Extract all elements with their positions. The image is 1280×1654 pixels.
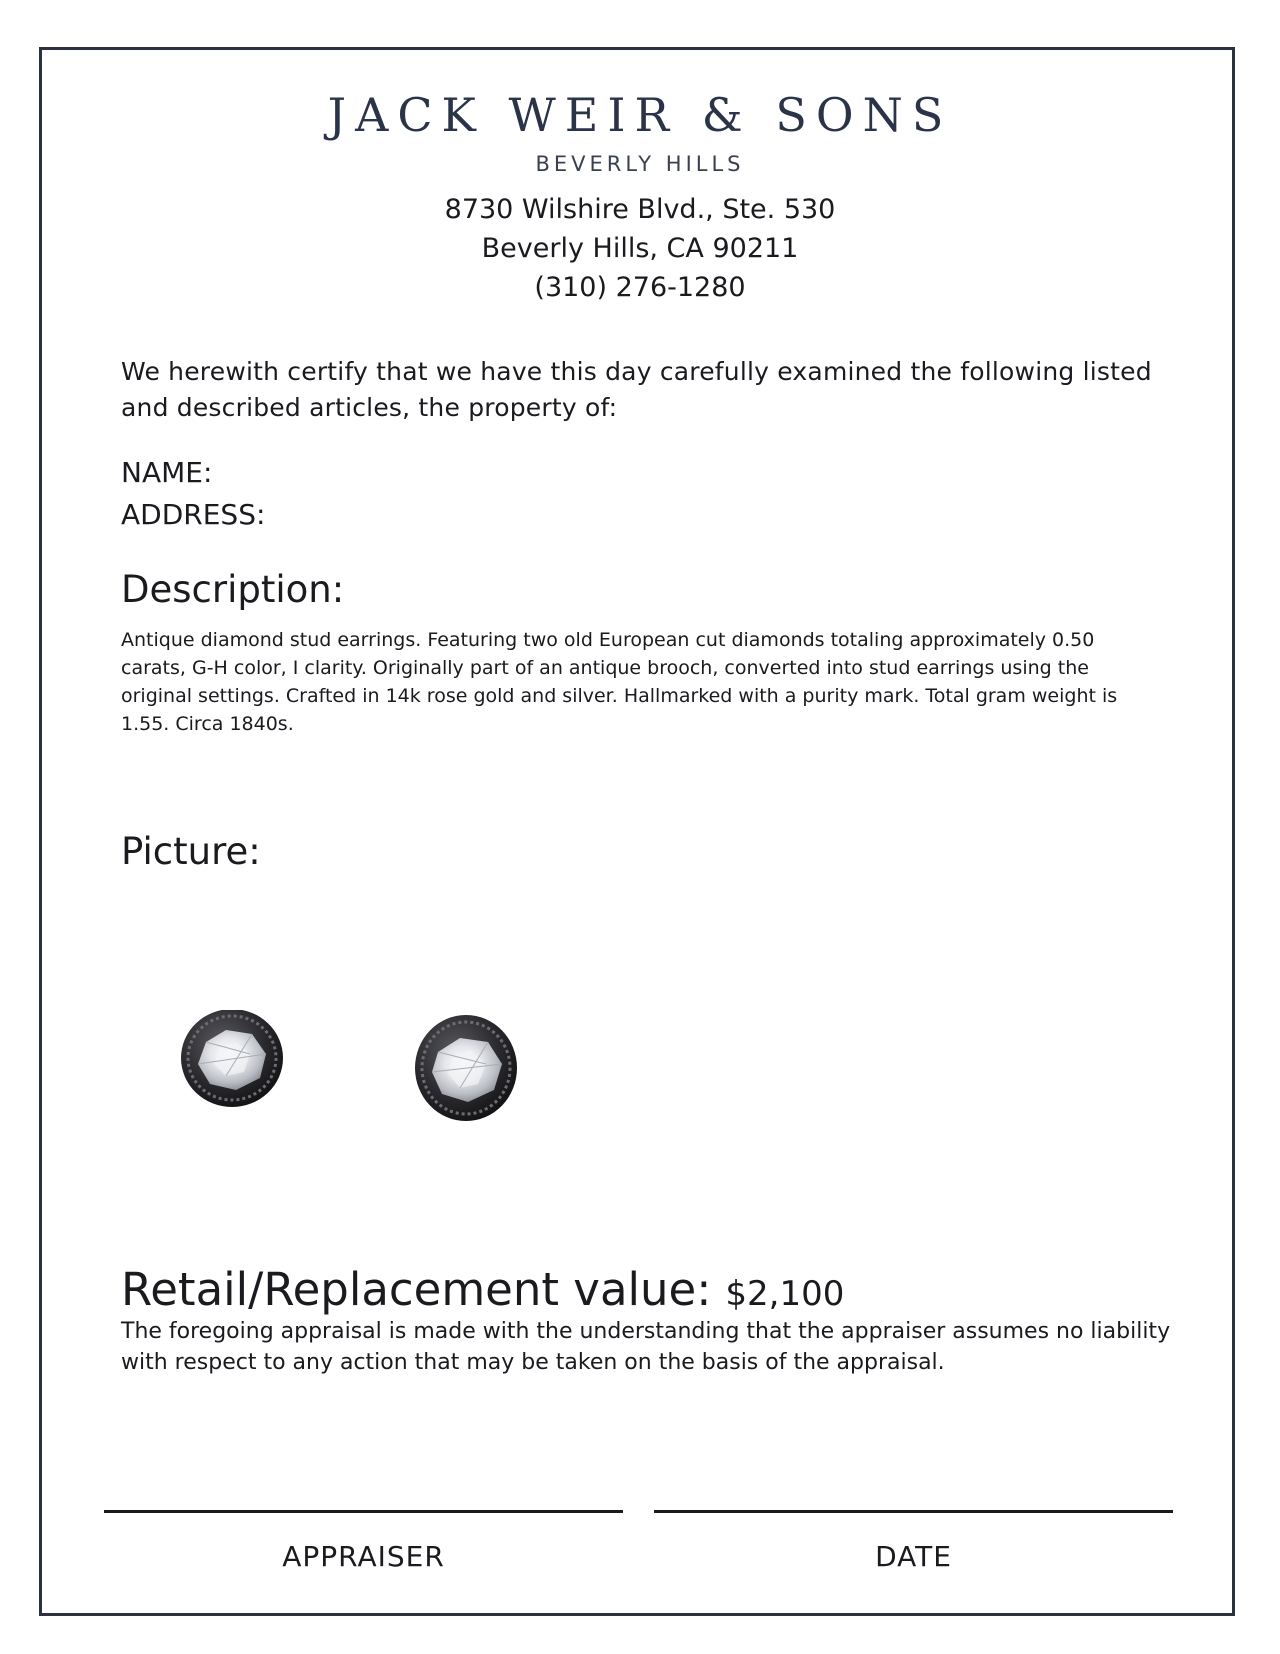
date-signature-line	[654, 1510, 1173, 1513]
description-text: Antique diamond stud earrings. Featuring two old European cut diamonds totaling approximately 0.50 carats, G-H color, I clarity. Originally part of an antique brooch, converted into stud earrings using the original settings. Crafted in 14k rose gold and silver. Hallmarked with a purity mark. Total gram weight is 1.55. Circa 1840s.	[121, 629, 1118, 735]
left-earring	[181, 1010, 283, 1107]
address-city: Beverly Hills, CA 90211	[481, 233, 799, 264]
earrings-photo	[170, 1010, 540, 1160]
appraiser-label: APPRAISER	[282, 1540, 445, 1573]
brand-logo-name: JACK WEIR & SONS	[327, 88, 953, 142]
valuation-label: Retail/Replacement value:	[121, 1263, 712, 1316]
brand-logo-city: BEVERLY HILLS	[535, 152, 745, 176]
date-label: DATE	[875, 1540, 952, 1573]
owner-name-label: NAME:	[121, 456, 213, 489]
disclaimer-text: The foregoing appraisal is made with the understanding that the appraiser assumes no liability with respect to any action that may be taken on the basis of the appraisal.	[121, 1319, 1171, 1375]
phone-number: (310) 276-1280	[534, 272, 746, 303]
owner-address-label: ADDRESS:	[121, 498, 266, 531]
address-street: 8730 Wilshire Blvd., Ste. 530	[444, 194, 836, 225]
earrings-illustration	[170, 1010, 540, 1160]
certification-statement: We herewith certify that we have this day carefully examined the following listed and described articles, the property of:	[121, 357, 1152, 422]
description-heading: Description:	[121, 568, 345, 611]
valuation-row	[121, 1263, 844, 1316]
appraiser-signature-line	[104, 1510, 623, 1513]
right-earring	[415, 1015, 517, 1121]
picture-heading: Picture:	[121, 830, 261, 873]
valuation-amount: $2,100	[725, 1274, 845, 1314]
